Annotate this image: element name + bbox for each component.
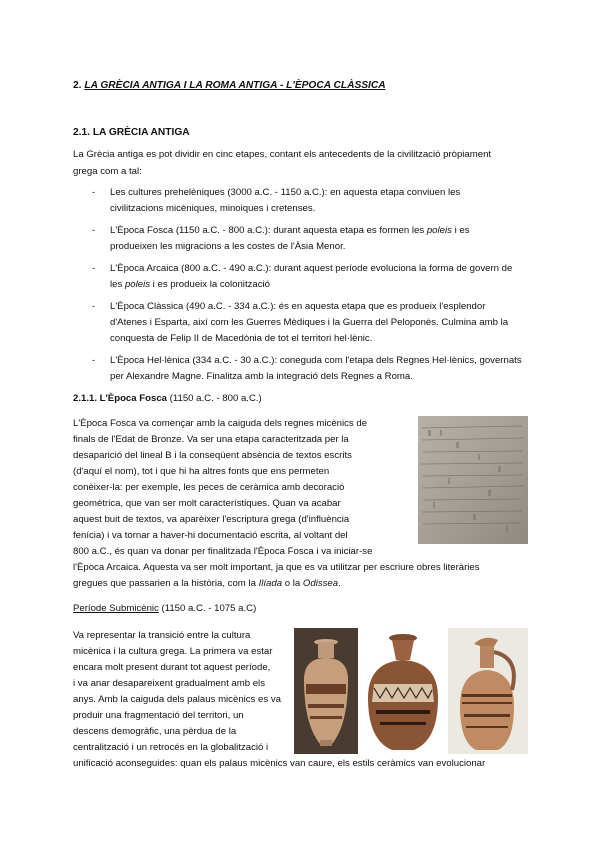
fosca-heading-dates: (1150 a.C. - 800 a.C.) [167,393,262,404]
fosca-heading-bold: 2.1.1. L'Època Fosca [73,393,167,404]
fosca-last-text: gregues que passarien a la història, com la [73,578,259,589]
fosca-last-mid: o la [282,578,303,589]
intro-line-1: La Grècia antiga es pot dividir en cinc etapes, contant els antecedents de la civilització pròpiament [73,149,492,160]
stone-inscription-image [418,416,528,544]
submicenic-line: unificació aconseguides: quan els palaus micènics van caure, els estils ceràmics van evolucionar [73,758,486,769]
bullet-5-line-2: per Alexandre Magne. Finalitza amb la integració dels Regnes a Roma. [110,371,413,382]
fosca-line: desaparició del lineal B i la conseqüent absència de textos escrits [73,450,352,461]
bullet-2-line-1 [110,225,470,237]
bullet-dash: - [92,263,96,274]
fosca-last-line [73,578,341,590]
submicenic-line: Va representar la transició entre la cultura [73,630,251,641]
submicenic-line: anys. Amb la caiguda dels palaus micènics es va [73,694,281,705]
submicenic-line: encara molt present durant tot aquest període, [73,662,271,673]
bullet-2-text-b: i es [451,225,470,236]
fosca-line: 800 a.C., és quan va donar per finalitzada l'Època Fosca i va iniciar-se [73,546,373,557]
submicenic-line: i va anar desapareixent gradualment amb els [73,678,265,689]
intro-line-2: grega com a tal: [73,166,142,177]
bullet-dash: - [92,301,96,312]
submicenic-line: centralització i un retrocés en la globalització i [73,742,269,753]
bullet-2-italic: poleis [426,225,452,236]
fosca-line: conèixer-la: per exemple, les peces de ceràmica amb decoració [73,482,345,493]
bullet-1-line-1: Les cultures prehelèniques (3000 a.C. - 1150 a.C.): en aquesta etapa conviuen les [110,187,461,198]
fosca-line: aquest buit de textos, va aparèixer l'escriptura grega (d'influència [73,514,350,525]
vases-image [294,628,528,754]
fosca-line: L'Època Fosca va començar amb la caiguda dels regnes micènics de [73,418,368,429]
submicenic-heading [73,603,256,615]
submicenic-line: descens demogràfic, una pèrdua de la [73,726,237,737]
bullet-dash: - [92,187,96,198]
fosca-last-end: . [338,578,341,589]
section-title: LA GRÈCIA ANTIGA I LA ROMA ANTIGA - L'ÈPOCA CLÀSSICA [84,80,386,91]
bullet-4-line-3: conquesta de Felip II de Macedònia de tot el territori hel·lènic. [110,333,373,344]
bullet-dash: - [92,225,96,236]
bullet-3-line-2 [110,279,270,291]
bullet-3-text-a: les [110,279,125,290]
submicenic-line: micènica i la cultura grega. La primera va estar [73,646,273,657]
fosca-line: finals de l'Edat de Bronze. Va ser una etapa caracteritzada per la [73,434,349,445]
fosca-line: geomètrica, que van ser molt característiques. Quan va acabar [73,498,341,509]
bullet-2-line-2: produeixen les migracions a les costes de l'Àsia Menor. [110,241,346,252]
section-heading [73,80,386,92]
fosca-heading [73,393,262,405]
fosca-line: l'Època Arcaica. Aquesta va ser molt important, ja que es va utilitzar per escriure obres literàries [73,562,480,573]
bullet-3-italic: poleis [124,279,151,290]
submicenic-heading-title: Període Submicènic [73,603,159,614]
fosca-line: fenícia) i va tornar a haver-hi documentació escrita, al voltant del [73,530,348,541]
bullet-3-text-b: i es produeix la colonització [150,279,271,290]
odyssey-title: Odissea [302,578,339,589]
bullet-2-text-a: L'Època Fosca (1150 a.C. - 800 a.C.): durant aquesta etapa es formen les [110,225,427,236]
bullet-4-line-2: d'Atenes i Esparta, així com les Guerres Mèdiques i la Guerra del Peloponès. Culmina amb la [110,317,509,328]
bullet-dash: - [92,355,96,366]
submicenic-heading-dates: (1150 a.C. - 1075 a.C) [158,603,257,614]
subsection-title: 2.1. LA GRÈCIA ANTIGA [73,127,190,138]
bullet-5-line-1: L'Època Hel·lènica (334 a.C. - 30 a.C.): coneguda com l'etapa dels Regnes Hel·lènics, governats [110,355,522,366]
section-number: 2. [73,80,82,91]
bullet-3-line-1: L'Època Arcaica (800 a.C. - 490 a.C.): durant aquest període evoluciona la forma de govern de [110,263,513,274]
fosca-line: (d'aquí el nom), tot i que hi ha altres fonts que ens permeten [73,466,330,477]
bullet-4-line-1: L'Època Clàssica (490 a.C. - 334 a.C.): és en aquesta etapa que es produeix l'esplendor [110,301,486,312]
iliad-title: Ilíada [258,578,283,589]
submicenic-line: produir una fragmentació del territori, un [73,710,244,721]
bullet-1-line-2: civilitzacions micèniques, minoiques i cretenses. [110,203,316,214]
